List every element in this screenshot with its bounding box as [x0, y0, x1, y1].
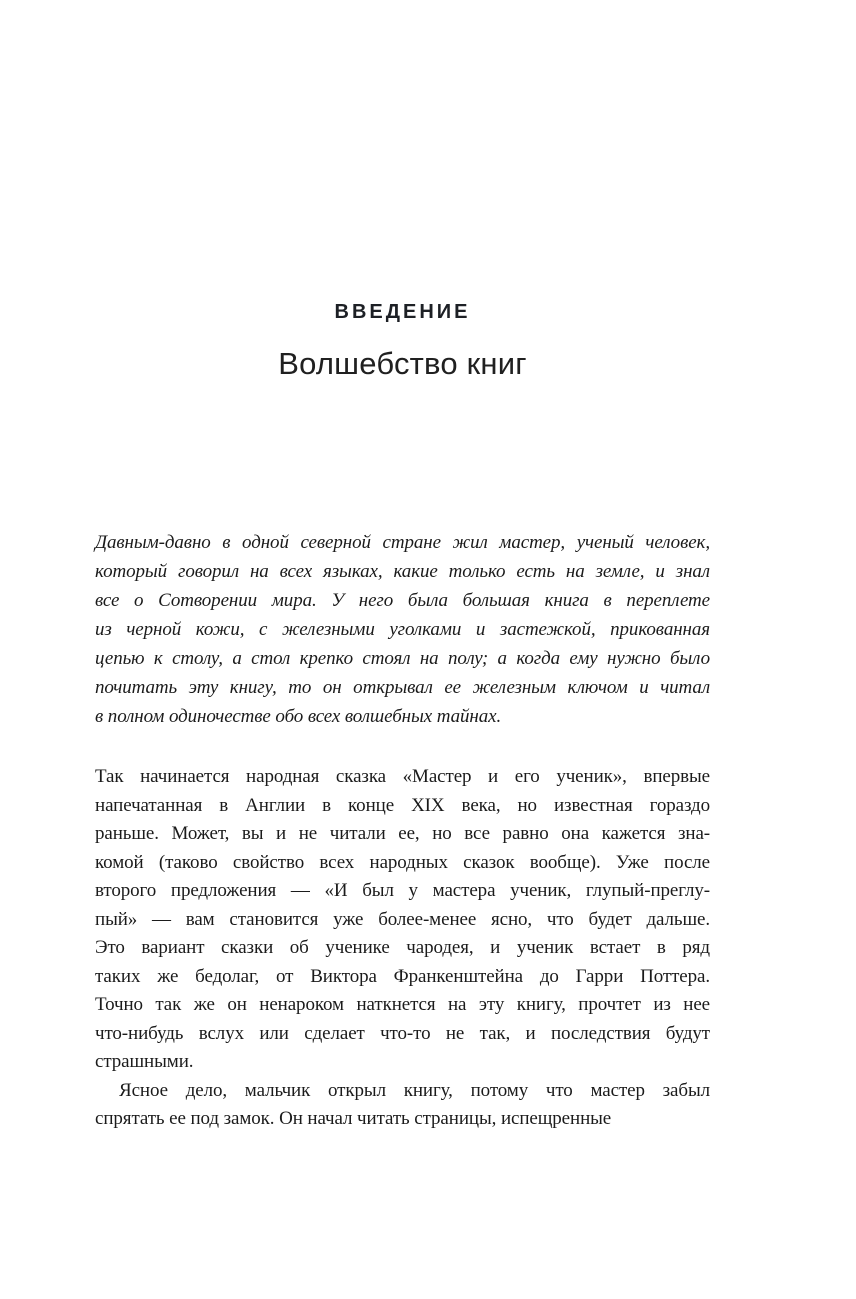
epigraph-line: почитать эту книгу, то он открывал ее железным ключом и читал: [95, 677, 710, 698]
epigraph: [95, 528, 710, 731]
epigraph-line: из черной кожи, с железными уголками и застежкой, прикованная: [95, 619, 710, 640]
text-line: пый» — вам становится уже более-менее ясно, что будет дальше.: [95, 908, 710, 930]
epigraph-line: все о Сотворении мира. У него была большая книга в переплете: [95, 590, 710, 611]
epigraph-line: в полном одиночестве обо всех волшебных тайнах.: [95, 706, 502, 727]
epigraph-line: Давным-давно в одной северной стране жил мастер, ученый человек,: [95, 532, 710, 553]
text-line: что-нибудь вслух или сделает что-то не так, и последствия будут: [95, 1022, 710, 1044]
text-line: страшными.: [95, 1051, 194, 1072]
paragraph: [95, 763, 710, 1077]
text-line: спрятать ее под замок. Он начал читать страницы, испещренные: [95, 1108, 612, 1129]
text-line: второго предложения — «И был у мастера ученик, глупый-преглу-: [95, 880, 710, 901]
text-line: Точно так же он ненароком наткнется на эту книгу, прочтет из нее: [95, 994, 710, 1015]
text-line: комой (таково свойство всех народных сказок вообще). Уже после: [95, 851, 710, 873]
chapter-title: Волшебство книг: [278, 346, 527, 381]
text-line: таких же бедолаг, от Виктора Франкенштейна до Гарри Поттера.: [95, 965, 710, 987]
epigraph-line: который говорил на всех языках, какие только есть на земле, и знал: [95, 561, 710, 582]
text-line: Ясное дело, мальчик открыл книгу, потому что мастер забыл: [119, 1079, 710, 1101]
epigraph-line: цепью к столу, а стол крепко стоял на полу; а когда ему нужно было: [95, 648, 710, 669]
text-line: напечатанная в Англии в конце XIX века, но известная гораздо: [95, 794, 710, 816]
paragraph: [95, 1077, 710, 1134]
chapter-header: [95, 302, 710, 379]
text-line: Это вариант сказки об ученике чародея, и ученик встает в ряд: [95, 937, 710, 958]
text-line: Так начинается народная сказка «Мастер и его ученик», впервые: [95, 766, 710, 787]
body-text: [95, 763, 710, 1134]
chapter-kicker: ВВЕДЕНИЕ: [334, 301, 471, 323]
text-line: раньше. Может, вы и не читали ее, но все равно она кажется зна-: [95, 823, 710, 844]
